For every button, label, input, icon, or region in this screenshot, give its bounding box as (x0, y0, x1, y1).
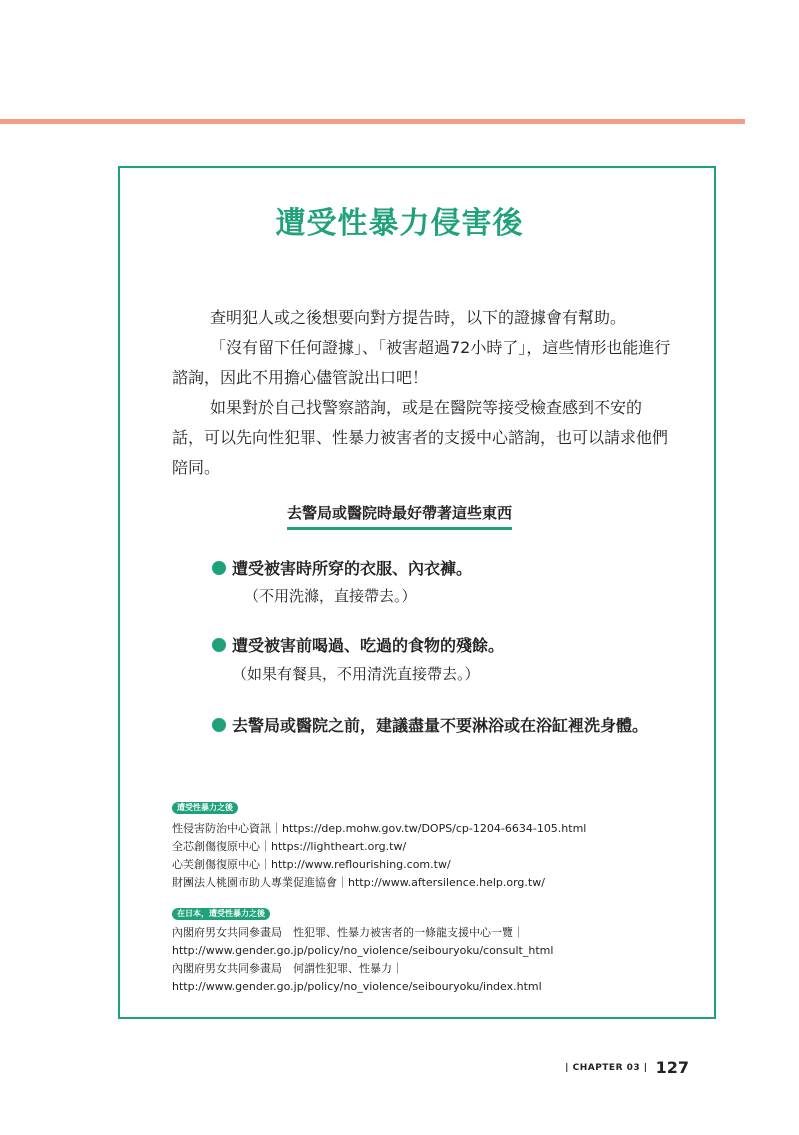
page-title: 遭受性暴力侵害後 (275, 206, 524, 241)
reference-list-taiwan (172, 820, 586, 892)
list-item-note: （如果有餐具，不用清洗直接帶去。） (232, 665, 480, 683)
bullet-dot-icon (212, 561, 226, 575)
list-item (212, 556, 472, 579)
reference-line: 內閣府男女共同參畫局 性犯罪、性暴力被害者的一條龍支援中心一覽｜ (172, 926, 524, 939)
list-item-text: 遭受被害時所穿的衣服、內衣褲。 (232, 559, 473, 578)
paragraph-3: 如果對於自己找警察諮詢，或是在醫院等接受檢查感到不安的話，可以先向性犯罪、性暴力被害者的支援中心諮詢，也可以請求他們陪同。 (172, 398, 669, 477)
checklist-heading (0, 502, 799, 530)
reference-list-japan (172, 924, 553, 996)
list-item (212, 713, 648, 736)
paragraph-2: 「沒有留下任何證據」、「被害超過72小時了」，這些情形也能進行諮詢，因此不用擔心儘管說出口吧！ (172, 338, 671, 387)
reference-badge-taiwan: 遭受性暴力之後 (172, 802, 238, 814)
paragraph-1: 查明犯人或之後想要向對方提告時，以下的證據會有幫助。 (210, 308, 627, 327)
list-item-note: （不用洗滌，直接帶去。） (244, 587, 417, 605)
reference-badge-japan: 在日本，遭受性暴力之後 (172, 908, 270, 920)
reference-line: http://www.gender.go.jp/policy/no_violence/seibouryoku/index.html (172, 980, 542, 993)
reference-line: 內閣府男女共同參畫局 何謂性犯罪、性暴力｜ (172, 962, 403, 975)
chapter-label: | CHAPTER 03 | (565, 1063, 648, 1073)
reference-line: 性侵害防治中心資訊｜https://dep.mohw.gov.tw/DOPS/cp-1204-6634-105.html (172, 822, 587, 835)
list-item-text: 遭受被害前喝過、吃過的食物的殘餘。 (232, 636, 505, 655)
list-item-text: 去警局或醫院之前，建議盡量不要淋浴或在浴缸裡洗身體。 (232, 716, 649, 735)
bullet-dot-icon (212, 718, 226, 732)
top-decorative-rule (0, 119, 745, 124)
checklist-heading-text: 去警局或醫院時最好帶著這些東西 (287, 502, 512, 530)
reference-line: 心芙創傷復原中心｜http://www.reflourishing.com.tw/ (172, 858, 451, 871)
page-footer (565, 1058, 689, 1077)
list-item (212, 633, 504, 656)
reference-line: 財團法人桃園市助人專業促進協會｜http://www.aftersilence.help.org.tw/ (172, 876, 545, 889)
reference-line: http://www.gender.go.jp/policy/no_violence/seibouryoku/consult_html (172, 944, 554, 957)
reference-line: 全芯創傷復原中心｜https://lightheart.org.tw/ (172, 840, 407, 853)
page-number: 127 (655, 1058, 689, 1077)
bullet-dot-icon (212, 638, 226, 652)
